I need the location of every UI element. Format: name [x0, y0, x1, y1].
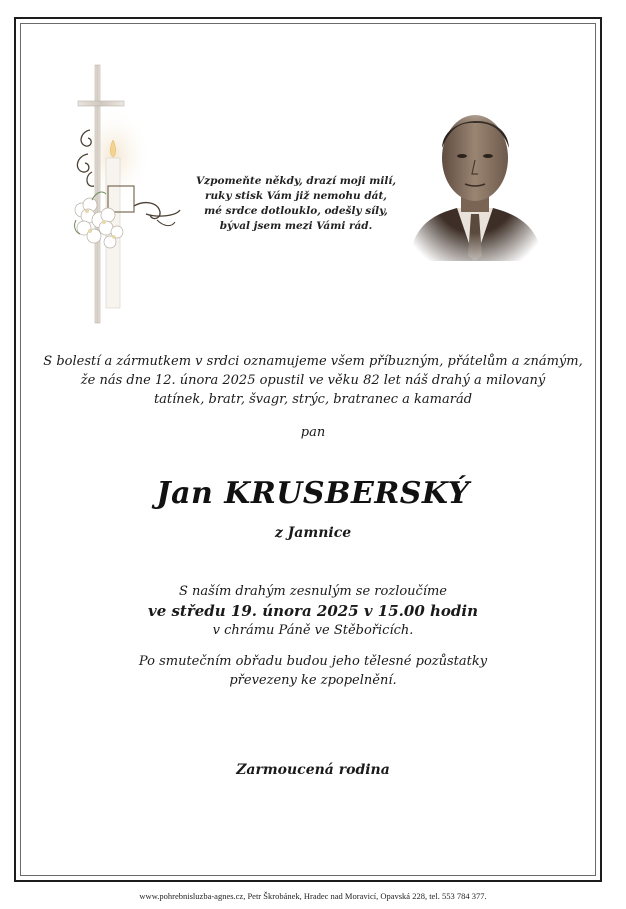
- quote-line: ruky stisk Vám již nemohu dát,: [205, 190, 387, 202]
- memorial-quote: [186, 174, 406, 234]
- cremation-line: převezeny ke zpopelnění.: [229, 673, 397, 688]
- title-pan: pan: [300, 425, 326, 440]
- portrait-photo: [405, 96, 545, 261]
- announcement-text: [30, 352, 596, 409]
- family-signature: Zarmoucená rodina: [236, 762, 390, 778]
- funeral-place: v chrámu Páně ve Stěbořicích.: [212, 623, 414, 638]
- announcement-line: že nás dne 12. února 2025 opustil ve věku 82 let náš drahý a milovaný: [80, 373, 546, 388]
- funeral-service-footer: www.pohrebnisluzba-agnes.cz, Petr Škrobánek, Hradec nad Moravicí, Opavská 228, tel. 553 784 377.: [139, 891, 487, 901]
- cremation-info: [30, 652, 596, 690]
- funeral-intro: S naším drahým zesnulým se rozloučíme: [178, 584, 448, 599]
- announcement-line: tatínek, bratr, švagr, strýc, bratranec a kamarád: [153, 392, 473, 407]
- funeral-info: [30, 582, 596, 640]
- deceased-origin: z Jamnice: [274, 525, 352, 541]
- quote-line: Vzpomeňte někdy, drazí moji milí,: [196, 175, 396, 187]
- quote-line: býval jsem mezi Vámi rád.: [219, 220, 373, 232]
- funeral-date-time: ve středu 19. února 2025 v 15.00 hodin: [148, 602, 478, 620]
- cross-candle-icon: [62, 60, 187, 330]
- cremation-line: Po smutečním obřadu budou jeho tělesné pozůstatky: [138, 654, 488, 669]
- quote-line: mé srdce dotlouklo, odešly síly,: [204, 205, 388, 217]
- announcement-line: S bolestí a zármutkem v srdci oznamujeme všem příbuzným, přátelům a známým,: [43, 354, 583, 369]
- deceased-name: Jan KRUSBERSKÝ: [156, 476, 470, 511]
